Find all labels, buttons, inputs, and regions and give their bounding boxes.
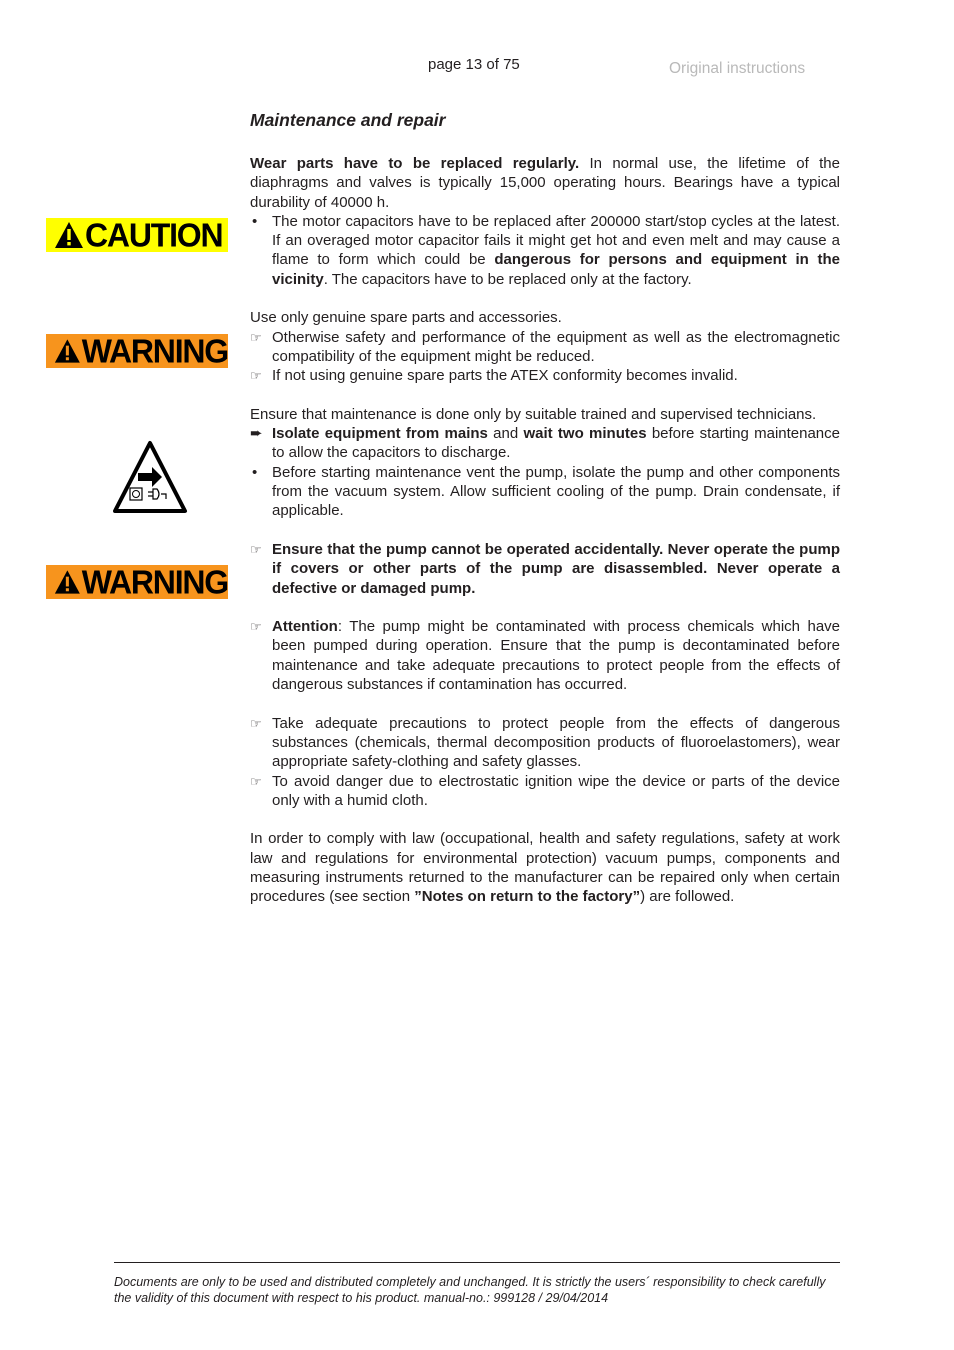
list-item: • The motor capacitors have to be replaced after 200000 start/stop cycles at the latest. If an overaged motor capacitor fails it might get hot and even melt and may cause a flame to form which could be dangerous for persons and equipment in the vicinity. The capacitors have to be replaced only at the factory.	[252, 212, 840, 288]
pointing-hand-icon: ☞	[250, 773, 262, 789]
footer-divider	[114, 1262, 840, 1263]
list-item: ☞ To avoid danger due to electrostatic ignition wipe the device or parts of the device only with a humid cloth.	[250, 772, 840, 809]
section-title: Maintenance and repair	[250, 110, 446, 130]
list-item: ☞ Take adequate precautions to protect people from the effects of dangerous substances (chemicals, thermal decomposition products of fluoroelastomers), wear appropriate safety-clothing and safety glasses.	[250, 714, 840, 771]
warning-triangle-icon	[54, 221, 84, 249]
maintenance-paragraph: Ensure that maintenance is done only by suitable trained and supervised technicians.	[250, 405, 817, 423]
caution-label: CAUTION	[85, 216, 223, 254]
bullet-icon: •	[252, 212, 258, 230]
warning-label: WARNING	[81, 332, 228, 370]
caution-sign	[46, 218, 228, 252]
pointing-hand-icon: ☞	[250, 368, 262, 384]
list-item: • Before starting maintenance vent the pump, isolate the pump and other components from the vacuum system. Allow sufficient cooling of the pump. Drain condensate, if applicable.	[252, 463, 840, 520]
warning-label: WARNING	[81, 563, 228, 601]
wear-parts-text: In normal use, the lifetime of the diaphragms and valves is typically 15,000 operating hours. Bearings have a typical durability of 40000 h.	[250, 155, 840, 211]
law-paragraph: In order to comply with law (occupational, health and safety regulations, safety at work law and regulations for environmental protection) vacuum pumps, components and measuring instruments returned to the manufacturer can be repaired only when certain procedures (see section ”Notes on return to the factory”) are followed.	[250, 830, 840, 906]
main-content	[250, 154, 840, 907]
pointing-hand-icon: ☞	[250, 619, 262, 635]
wear-parts-lead: Wear parts have to be replaced regularly.	[250, 155, 580, 172]
pointing-hand-icon: ☞	[250, 541, 262, 557]
warning-triangle-icon	[54, 337, 81, 365]
isolate-from-mains-icon	[112, 439, 188, 515]
wear-parts-paragraph	[250, 154, 840, 212]
warning-triangle-icon	[54, 568, 81, 596]
footer-note	[114, 1274, 854, 1306]
list-item: ☞ Otherwise safety and performance of the equipment as well as the electromagnetic compatibility of the equipment might be reduced.	[250, 328, 840, 365]
footer-line-1: Documents are only to be used and distributed completely and unchanged. It is strictly the users´ responsibility to check carefully	[114, 1275, 826, 1289]
page-number: page 13 of 75	[428, 56, 520, 73]
list-item: ☞ Attention: The pump might be contaminated with process chemicals which have been pumped during operation. Ensure that the pump is decontaminated before maintenance and take adequate precautions to protect people from the effects of dangerous substances if contamination has occurred.	[250, 618, 840, 694]
pointing-hand-icon: ☞	[250, 329, 262, 345]
warning-sign	[46, 565, 228, 599]
list-item: ☞ If not using genuine spare parts the ATEX conformity becomes invalid.	[250, 367, 738, 385]
spare-parts-paragraph: Use only genuine spare parts and accessories.	[250, 309, 562, 327]
warning-text: Ensure that the pump cannot be operated accidentally. Never operate the pump if covers or other parts of the pump are disassembled. Never operate a defective or damaged pump.	[272, 540, 840, 597]
arrow-right-icon: ➨	[250, 425, 263, 443]
footer-line-2: the validity of this document with respect to his product. manual-no.: 999128 / 29/04/2014	[114, 1291, 609, 1305]
warning-sign	[46, 334, 228, 368]
pointing-hand-icon: ☞	[250, 715, 262, 731]
list-item	[250, 540, 840, 598]
bullet-icon: •	[252, 463, 258, 481]
list-item: ➨ Isolate equipment from mains and wait two minutes before starting maintenance to allow the capacitors to discharge.	[250, 425, 840, 462]
document-type-label: Original instructions	[669, 60, 806, 77]
